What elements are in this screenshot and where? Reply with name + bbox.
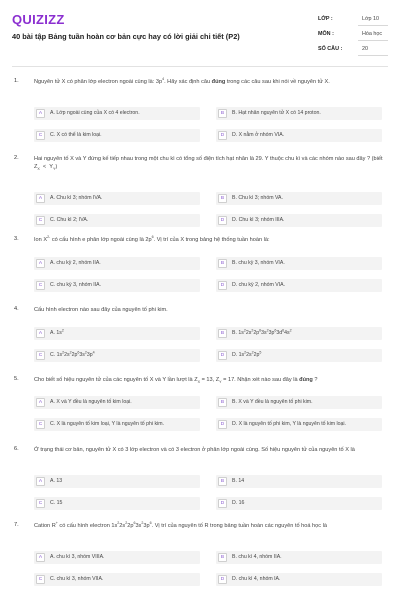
- option-text: C. X có thể là kim loại.: [50, 132, 102, 138]
- option-text: A. chu kỳ 2, nhóm IIA.: [50, 260, 101, 266]
- question-text: Hai nguyên tố X và Y đứng kế tiếp nhau trong một chu kì có tổng số điện tích hạt nhân là 29. Y thuộc chu kì và các nhóm nào sau đây ? (biết $Z_X < Y_Y$): [34, 156, 383, 172]
- option-text: C. Chu kì 2; IVA.: [50, 217, 89, 223]
- answer-option-b[interactable]: [216, 396, 382, 409]
- question-text: Ion $X^{2-}$ có cấu hình e phân lớp ngoài cùng là $2p^6$. Vị trí của X trong bảng hệ thống tuần hoàn là:: [34, 235, 270, 243]
- option-text: A. chu kì 3, nhóm VIIIA.: [50, 554, 105, 560]
- answer-option-a[interactable]: [34, 396, 200, 409]
- question-number: 4.: [14, 306, 19, 312]
- meta-class-label: LỚP :: [318, 16, 333, 22]
- option-letter-badge: C: [36, 351, 45, 360]
- worksheet-title: 40 bài tập Bảng tuần hoàn cơ bản cực hay có lời giải chi tiết (P2): [12, 32, 240, 41]
- option-letter-badge: B: [218, 477, 227, 486]
- option-text: B. X và Y đều là nguyên tố phi kim.: [232, 399, 313, 405]
- option-text: A. Chu kì 3; nhóm IVA.: [50, 195, 103, 201]
- option-text: B. 14: [232, 478, 245, 484]
- option-text: A. 13: [50, 478, 63, 484]
- answer-option-a[interactable]: [34, 192, 200, 205]
- option-letter-badge: C: [36, 499, 45, 508]
- question-text: Cấu hình electron nào sau đây của nguyên tố phi kim.: [34, 307, 168, 313]
- option-text: D. 16: [232, 500, 245, 506]
- option-letter-badge: D: [218, 216, 227, 225]
- option-letter-badge: B: [218, 329, 227, 338]
- answer-option-a[interactable]: [34, 551, 200, 564]
- option-text: B. $1s^22s^22p^63s^23p^63d^64s^2$: [232, 328, 292, 336]
- answer-option-d[interactable]: [216, 418, 382, 431]
- answer-option-c[interactable]: [34, 349, 200, 362]
- option-text: C. chu kì 3, nhóm VIIA.: [50, 576, 104, 582]
- answer-option-a[interactable]: [34, 327, 200, 340]
- quizizz-logo: QUIZIZZ: [12, 12, 65, 27]
- option-letter-badge: A: [36, 477, 45, 486]
- answer-option-d[interactable]: [216, 497, 382, 510]
- option-letter-badge: A: [36, 109, 45, 118]
- answer-option-c[interactable]: [34, 497, 200, 510]
- question-number: 1.: [14, 78, 19, 84]
- answer-option-d[interactable]: [216, 349, 382, 362]
- option-letter-badge: D: [218, 131, 227, 140]
- option-letter-badge: C: [36, 420, 45, 429]
- option-text: B. Chu kì 3; nhóm VA.: [232, 195, 283, 201]
- option-letter-badge: B: [218, 553, 227, 562]
- option-text: A. Lớp ngoài cùng của X có 4 electron.: [50, 110, 140, 116]
- option-letter-badge: A: [36, 553, 45, 562]
- option-text: D. chu kỳ 2, nhóm VIA.: [232, 282, 286, 288]
- option-letter-badge: D: [218, 351, 227, 360]
- meta-class-value: Lớp 10: [362, 16, 380, 22]
- answer-option-b[interactable]: [216, 551, 382, 564]
- answer-option-b[interactable]: [216, 107, 382, 120]
- option-letter-badge: D: [218, 575, 227, 584]
- answer-option-a[interactable]: [34, 107, 200, 120]
- option-letter-badge: A: [36, 398, 45, 407]
- option-letter-badge: A: [36, 259, 45, 268]
- option-text: D. X nằm ở nhóm VIA.: [232, 132, 285, 138]
- header-divider: [12, 66, 388, 67]
- option-text: A. $1s^2$: [50, 328, 64, 336]
- answer-option-c[interactable]: [34, 214, 200, 227]
- option-letter-badge: B: [218, 398, 227, 407]
- meta-subject-label: MÔN :: [318, 31, 334, 37]
- answer-option-c[interactable]: [34, 573, 200, 586]
- option-text: A. X và Y đều là nguyên tố kim loại.: [50, 399, 132, 405]
- worksheet-header: [0, 0, 400, 62]
- meta-subject-value: Hóa học: [362, 31, 383, 37]
- option-text: D. chu kì 4, nhóm IA.: [232, 576, 281, 582]
- option-letter-badge: D: [218, 420, 227, 429]
- answer-option-b[interactable]: [216, 327, 382, 340]
- option-letter-badge: C: [36, 281, 45, 290]
- option-text: D. X là nguyên tố phi kim, Y là nguyên tố kim loại.: [232, 421, 346, 427]
- question-text: Ở trạng thái cơ bản, nguyên tử X có 3 lớp electron và có 3 electron ở phân lớp ngoài cùng. Số hiệu nguyên tử của nguyên tố X là: [34, 447, 355, 453]
- answer-option-b[interactable]: [216, 475, 382, 488]
- answer-option-c[interactable]: [34, 129, 200, 142]
- option-letter-badge: A: [36, 329, 45, 338]
- question-number: 7.: [14, 522, 19, 528]
- option-text: B. Hạt nhân nguyên tử X có 14 proton.: [232, 110, 321, 116]
- option-letter-badge: B: [218, 194, 227, 203]
- answer-option-d[interactable]: [216, 129, 382, 142]
- question-number: 6.: [14, 446, 19, 452]
- answer-option-c[interactable]: [34, 418, 200, 431]
- answer-option-a[interactable]: [34, 257, 200, 270]
- meta-count-value: 20: [362, 46, 368, 52]
- question-number: 3.: [14, 236, 19, 242]
- meta-count-label: SỐ CÂU :: [318, 46, 343, 52]
- question-text: Nguyên tử X có phân lớp electron ngoài cùng là: $3p^4$. Hãy xác định câu đúng trong các câu sau khi nói về nguyên tử X.: [34, 77, 330, 85]
- option-letter-badge: C: [36, 216, 45, 225]
- meta-underline: [358, 40, 388, 41]
- answer-option-b[interactable]: [216, 257, 382, 270]
- answer-option-d[interactable]: [216, 279, 382, 292]
- option-text: B. chu kì 4, nhóm IIA.: [232, 554, 282, 560]
- option-text: B. chu kỳ 3, nhóm VIA.: [232, 260, 285, 266]
- answer-option-c[interactable]: [34, 279, 200, 292]
- question-text: Cation R+ có cấu hình electron $1s^22s^22p^63s^23p^6$. Vị trí của nguyên tố R trong bảng tuần hoàn các nguyên tố hoá học là: [34, 521, 327, 529]
- option-text: C. chu kỳ 3, nhóm IIA.: [50, 282, 102, 288]
- option-text: C. X là nguyên tố kim loại, Y là nguyên tố phi kim.: [50, 421, 164, 427]
- option-text: C. $1s^22s^22p^63s^23p^4$: [50, 350, 95, 358]
- option-letter-badge: B: [218, 259, 227, 268]
- option-letter-badge: D: [218, 281, 227, 290]
- answer-option-a[interactable]: [34, 475, 200, 488]
- answer-option-d[interactable]: [216, 573, 382, 586]
- option-letter-badge: B: [218, 109, 227, 118]
- question-number: 2.: [14, 155, 19, 161]
- meta-underline: [358, 55, 388, 56]
- option-letter-badge: D: [218, 499, 227, 508]
- answer-option-d[interactable]: [216, 214, 382, 227]
- question-text: Cho biết số hiệu nguyên tử của các nguyên tố X và Y lần lượt là $Z_X = 13$, $Z_Y = 17$. Nhận xét nào sau đây là đúng ?: [34, 377, 318, 385]
- option-text: D. Chu kì 3; nhóm IIIA.: [232, 217, 285, 223]
- option-text: C. 15: [50, 500, 63, 506]
- option-letter-badge: C: [36, 131, 45, 140]
- option-letter-badge: C: [36, 575, 45, 584]
- question-number: 5.: [14, 376, 19, 382]
- option-letter-badge: A: [36, 194, 45, 203]
- option-text: D. $1s^22s^22p^5$: [232, 350, 262, 358]
- answer-option-b[interactable]: [216, 192, 382, 205]
- meta-underline: [358, 25, 388, 26]
